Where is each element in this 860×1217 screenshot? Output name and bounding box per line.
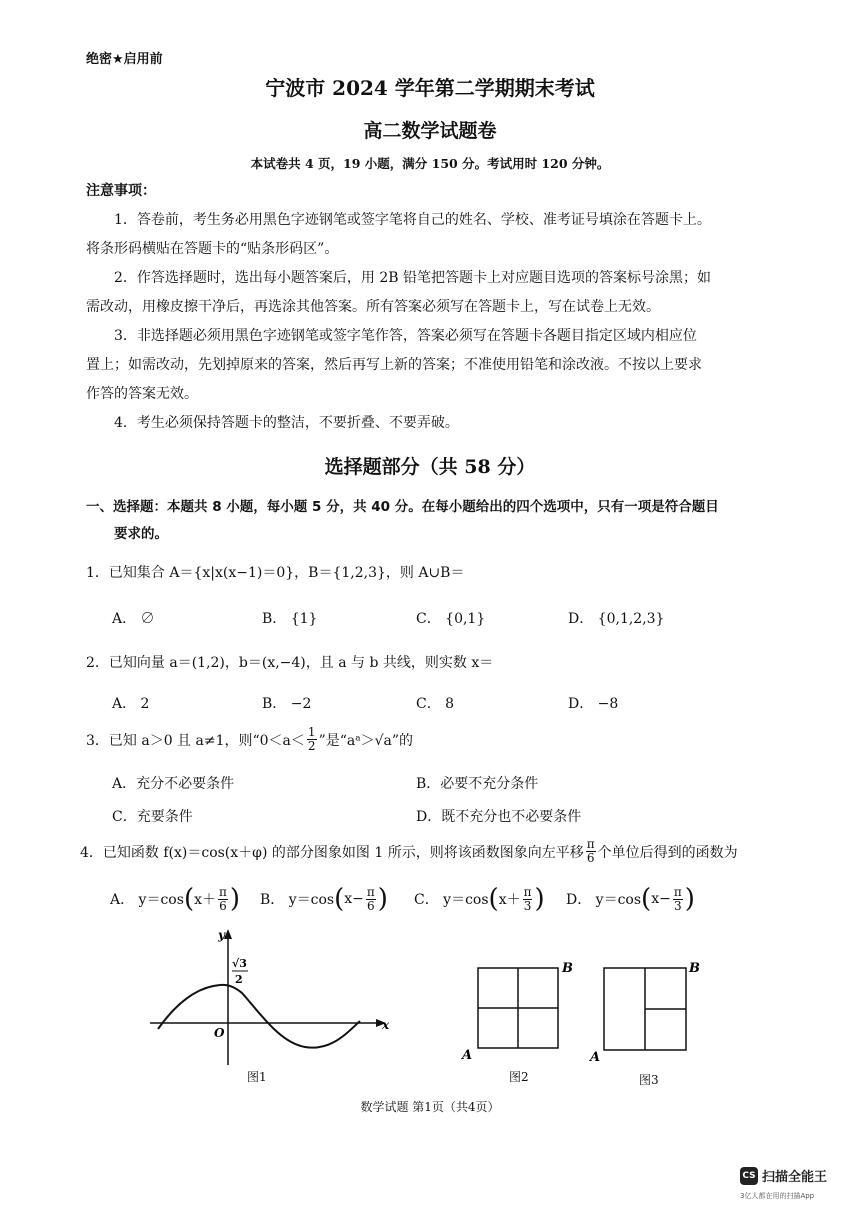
- fraction-denominator: 6: [367, 898, 375, 913]
- paren-left: (: [488, 884, 499, 914]
- point-a-label: A: [590, 1050, 601, 1065]
- option-inner: x−: [344, 891, 364, 907]
- paren-right: ): [684, 884, 695, 914]
- note-3-line-3: 作答的答案无效。: [86, 386, 198, 402]
- scanner-watermark: [740, 1166, 827, 1185]
- question-3-stem-b: ”是“aᵃ＞√a”的: [318, 732, 414, 749]
- paren-left: (: [183, 884, 195, 914]
- question-4-option-a: [110, 884, 240, 914]
- point-b-label: B: [689, 961, 700, 976]
- note-1-line-2: 将条形码横贴在答题卡的“贴条形码区”。: [86, 241, 339, 257]
- section-title: 选择题部分（共 58 分）: [324, 456, 536, 478]
- option-prefix: C． y＝cos: [414, 892, 489, 908]
- fraction-numerator: 1: [307, 725, 316, 739]
- option-inner: x＋: [194, 892, 216, 908]
- point-a-label: A: [462, 1048, 473, 1063]
- question-1-stem: 1．已知集合 A＝{x|x(x−1)＝0}，B＝{1,2,3}，则 A∪B＝: [86, 565, 465, 581]
- note-4: 4．考生必须保持答题卡的整洁，不要折叠、不要弄破。: [114, 415, 459, 431]
- y-axis-arrow: [224, 929, 232, 939]
- option-prefix: B． y＝cos: [260, 892, 335, 908]
- fraction-denominator: 2: [307, 739, 316, 753]
- paren-left: (: [641, 884, 652, 914]
- exam-title: 宁波市 2024 学年第二学期期末考试: [265, 76, 595, 100]
- fraction-denominator: 6: [219, 898, 227, 913]
- paren-right: ): [534, 884, 545, 914]
- option-fraction: [673, 886, 683, 913]
- question-4-stem-a: 4．已知函数 f(x)＝cos(x＋φ) 的部分图象如图 1 所示，则将该函数图象向左平移: [80, 844, 584, 861]
- x-axis-label: x: [382, 1018, 390, 1032]
- question-3-option-d: D．既不充分也不必要条件: [416, 809, 582, 825]
- question-2-option-c: C． 8: [416, 696, 455, 712]
- note-3-line-1: 3．非选择题必须用黑色字迹钢笔或签字笔作答，答案必须写在答题卡各题目指定区域内相应位: [114, 328, 697, 344]
- question-3-stem: [86, 726, 413, 753]
- fraction-numerator: π: [366, 884, 375, 899]
- fraction-denominator: 3: [673, 898, 682, 913]
- camscanner-tagline: 3亿人都在用的扫描App: [740, 1192, 815, 1200]
- option-fraction: [218, 886, 228, 913]
- fraction-numerator: π: [219, 884, 227, 899]
- question-2-option-a: A． 2: [112, 696, 150, 712]
- note-2-line-2: 需改动，用橡皮擦干净后，再选涂其他答案。所有答案必须写在答题卡上，写在试卷上无效。: [86, 299, 660, 315]
- fraction-denominator: 3: [523, 898, 532, 913]
- notes-heading: 注意事项：: [86, 183, 156, 199]
- question-1-option-d: D． {0,1,2,3}: [568, 611, 665, 627]
- secret-label: 绝密★启用前: [86, 52, 163, 67]
- option-fraction: [523, 886, 533, 913]
- question-4-option-d: [566, 884, 695, 914]
- question-3-stem-a: 3．已知 a＞0 且 a≠1，则“0＜a＜: [86, 732, 305, 749]
- paren-left: (: [334, 884, 345, 914]
- question-3-option-c: C．充要条件: [112, 809, 193, 825]
- origin-label: O: [214, 1026, 225, 1040]
- question-3-fraction: [307, 726, 317, 753]
- paren-right: ): [377, 884, 388, 914]
- paper-subtitle: 高二数学试题卷: [363, 120, 497, 142]
- camscanner-name: 扫描全能王: [762, 1170, 828, 1185]
- question-2-option-d: D． −8: [568, 696, 619, 712]
- figure-2-grid: [458, 955, 583, 1065]
- option-prefix: D． y＝cos: [566, 892, 642, 908]
- fraction-numerator: π: [673, 884, 682, 899]
- question-1-option-c: C． {0,1}: [416, 611, 486, 627]
- question-4-option-b: [260, 884, 388, 914]
- figure-2-caption: 图2: [509, 1070, 529, 1084]
- question-1-option-a: A． ∅: [112, 611, 155, 627]
- option-prefix: A． y＝cos: [110, 892, 184, 908]
- option-fraction: [366, 886, 376, 913]
- paper-info: 本试卷共 4 页，19 小题，满分 150 分。考试用时 120 分钟。: [250, 156, 610, 171]
- question-1-option-b: B． {1}: [262, 611, 318, 627]
- question-4-fraction: [586, 838, 596, 865]
- note-1-line-1: 1．答卷前，考生务必用黑色字迹钢笔或签字笔将自己的姓名、学校、准考证号填涂在答题卡上。: [114, 212, 711, 228]
- figure-3-grid: [588, 955, 713, 1065]
- question-3-option-b: B．必要不充分条件: [416, 776, 539, 792]
- note-2-line-1: 2．作答选择题时，选出每小题答案后，用 2B 铅笔把答题卡上对应题目选项的答案标号涂黑；如: [114, 270, 712, 286]
- fraction-numerator: π: [586, 837, 595, 851]
- page-footer: 数学试题 第1页（共4页）: [360, 1100, 500, 1114]
- question-4-option-c: [414, 884, 545, 914]
- part-instruction-line-1: 一、选择题：本题共 8 小题，每小题 5 分，共 40 分。在每小题给出的四个选项中，只有一项是符合题目: [86, 499, 719, 515]
- point-b-label: B: [562, 961, 573, 976]
- question-4-stem: [80, 838, 738, 865]
- note-3-line-2: 置上；如需改动，先划掉原来的答案，然后再写上新的答案；不准使用铅笔和涂改液。不按以上要求: [86, 357, 702, 373]
- part-instruction-line-2: 要求的。: [114, 526, 168, 542]
- paren-right: ): [229, 884, 241, 914]
- notes-block: [86, 206, 786, 438]
- question-2-option-b: B． −2: [262, 696, 312, 712]
- value-label-numerator: √3: [232, 957, 247, 970]
- camscanner-logo: CS: [740, 1167, 758, 1185]
- cosine-curve: [158, 985, 360, 1048]
- figure-1-caption: 图1: [247, 1070, 267, 1084]
- option-inner: x＋: [498, 892, 521, 908]
- question-4-stem-b: 个单位后得到的函数为: [597, 844, 738, 861]
- question-3-option-a: A．充分不必要条件: [112, 776, 235, 792]
- option-inner: x−: [651, 891, 671, 907]
- y-axis-label: y: [218, 928, 225, 942]
- fraction-numerator: π: [523, 884, 532, 899]
- figure-1-graph: [140, 925, 400, 1070]
- fraction-denominator: 6: [586, 851, 595, 865]
- figure-3-caption: 图3: [639, 1073, 659, 1087]
- value-label-denominator: 2: [235, 973, 243, 986]
- question-2-stem: 2．已知向量 a＝(1,2)，b＝(x,−4)，且 a 与 b 共线，则实数 x＝: [86, 655, 494, 671]
